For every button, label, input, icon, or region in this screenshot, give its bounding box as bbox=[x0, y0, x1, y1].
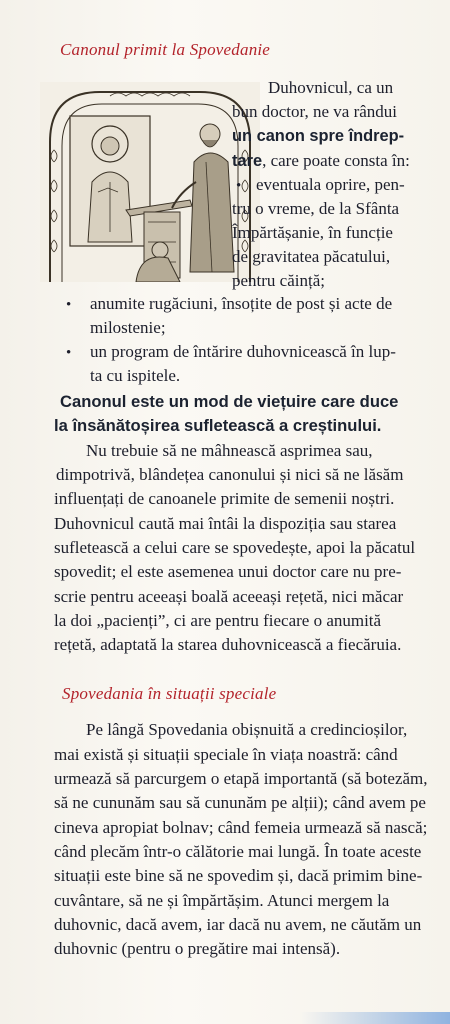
paragraph-line: dimpotrivă, blândețea canonului și nici să ne lăsăm bbox=[56, 465, 404, 484]
paragraph-line: spovedit; el este asemenea unui doctor care nu pre- bbox=[54, 562, 402, 581]
bullet1-line: de gravitatea păcatului, bbox=[232, 247, 391, 266]
paragraph-line: când plecăm într-o călătorie mai lungă. În toate aceste bbox=[54, 842, 422, 861]
bullet-marker: • bbox=[66, 297, 72, 313]
paragraph-line: Pe lângă Spovedania obișnuită a credincioșilor, bbox=[86, 720, 408, 739]
intro-line-mixed bbox=[232, 151, 410, 171]
paragraph-line: mai există și situații speciale în viața noastră: când bbox=[54, 745, 398, 764]
paragraph-line: rețetă, adaptată la starea duhovnicească a fiecăruia. bbox=[54, 635, 402, 654]
paragraph-line: urmează să parcurgem o etapă importantă (să botezăm, bbox=[54, 769, 428, 788]
paragraph-line: cuvântare, să ne și împărtășim. Atunci mergem la bbox=[54, 891, 390, 910]
paragraph-line: scrie pentru aceeași boală aceeași rețetă, nici măcar bbox=[54, 587, 404, 606]
intro-bold-word: tare bbox=[232, 152, 263, 170]
section-heading-special: Spovedania în situații speciale bbox=[62, 684, 277, 703]
section-heading-canon: Canonul primit la Spovedanie bbox=[60, 40, 271, 59]
intro-line: Duhovnicul, ca un bbox=[268, 78, 394, 97]
paragraph-line: la doi „pacienți”, ci are pentru fiecare o anumită bbox=[54, 611, 382, 630]
bullet3-line: ta cu ispitele. bbox=[90, 366, 181, 385]
bullet1-line: eventuala oprire, pen- bbox=[256, 175, 405, 194]
intro-bold-line: un canon spre îndrep- bbox=[232, 127, 405, 145]
paragraph-line: Duhovnicul caută mai întâi la dispoziția sau starea bbox=[54, 514, 397, 533]
paragraph-line: influențați de canoanele primite de semenii noștri. bbox=[54, 489, 395, 508]
paragraph-line: cineva apropiat bolnav; când femeia urmează să nască; bbox=[54, 818, 428, 837]
confession-engraving-illustration bbox=[40, 82, 263, 282]
bullet-marker: • bbox=[236, 178, 242, 194]
paragraph-line: să ne cununăm sau să cununăm pe alții); când avem pe bbox=[54, 793, 426, 812]
paragraph-line: duhovnic, dacă avem, iar dacă nu avem, ne căutăm un bbox=[54, 915, 422, 934]
paragraph-line: sufletească a celui care se spovedește, apoi la păcatul bbox=[54, 538, 416, 557]
page-edge-shadow bbox=[300, 1012, 450, 1024]
bullet1-line: tru o vreme, de la Sfânta bbox=[232, 199, 400, 218]
intro-line-tail: , care poate consta în: bbox=[262, 151, 410, 170]
paragraph-line: Nu trebuie să ne mâhnească asprimea sau, bbox=[86, 441, 373, 460]
bullet1-line: Împărtășanie, în funcție bbox=[232, 223, 393, 242]
bullet-marker: • bbox=[66, 345, 72, 361]
bold-statement-line: la însănătoșirea sufletească a creștinului. bbox=[54, 416, 382, 435]
paragraph-line: duhovnic (pentru o pregătire mai intensă). bbox=[54, 939, 341, 958]
bullet2-line: anumite rugăciuni, însoțite de post și acte de bbox=[90, 294, 393, 313]
bullet1-line: pentru căință; bbox=[232, 271, 325, 290]
intro-line: bun doctor, ne va rândui bbox=[232, 102, 398, 121]
bullet2-line: milostenie; bbox=[90, 318, 166, 337]
bold-statement-line: Canonul este un mod de viețuire care duce bbox=[60, 392, 399, 411]
paragraph-line: situații este bine să ne spovedim și, dacă primim bine- bbox=[54, 866, 423, 885]
bullet3-line: un program de întărire duhovnicească în lup- bbox=[90, 342, 396, 361]
